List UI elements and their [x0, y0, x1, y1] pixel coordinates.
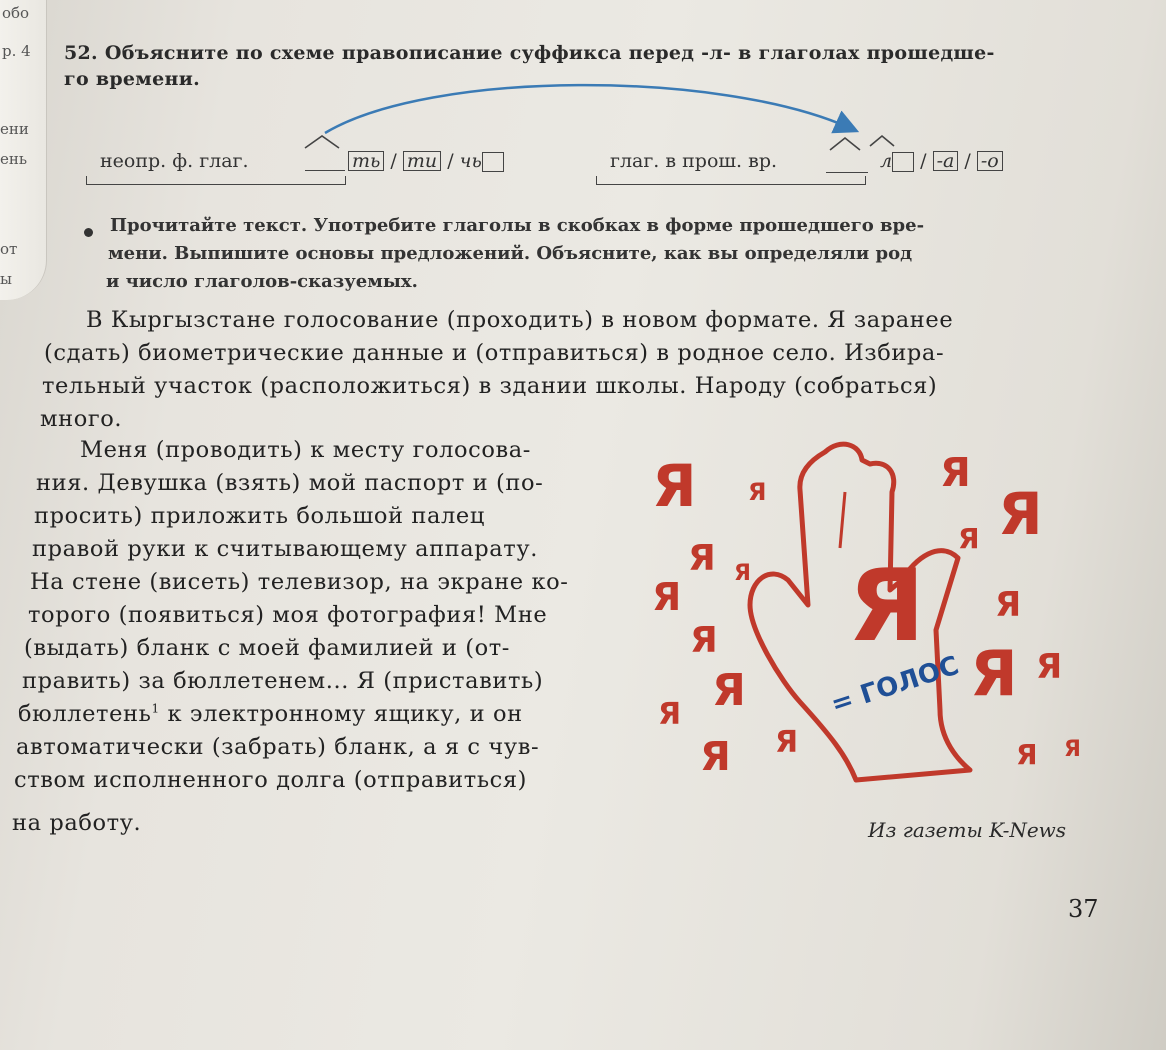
prev-page-fragment: ень	[0, 150, 28, 168]
paragraph2-line-6: торого (появиться) моя фотография! Мне	[28, 602, 548, 628]
paragraph2-line-8: править) за бюллетенем... Я (приставить)	[22, 668, 544, 694]
paragraph1-line-3: тельный участок (расположиться) в здании школы. Народу (собраться)	[42, 373, 938, 399]
scheme-left-suffixes	[348, 150, 504, 172]
letter-ya: Я	[734, 561, 751, 586]
letter-ya: Я	[748, 478, 767, 506]
slogan-text: = ГОЛОС	[827, 650, 963, 721]
scheme-left-bracket	[86, 176, 346, 185]
scheme-right-label: глаг. в прош. вр.	[610, 150, 778, 172]
prev-page-fragment: обо	[2, 4, 30, 22]
letter-ya: Я	[998, 480, 1043, 548]
instruction-line-2: мени. Выпишите основы предложений. Объясните, как вы определяли род	[108, 243, 913, 264]
ending-box-o: -о	[977, 151, 1003, 171]
letter-ya: Я	[940, 450, 971, 496]
suffix-l: л	[880, 150, 893, 172]
suffix-box-t: ть	[348, 151, 384, 171]
suffix-blank-line	[826, 172, 868, 173]
prev-page-fragment: ы	[0, 270, 12, 288]
footnote-mark: 1	[151, 701, 160, 716]
paragraph2-line-4: правой руки к считывающему аппарату.	[32, 536, 538, 562]
paragraph1-line-2: (сдать) биометрические данные и (отправиться) в родное село. Избира-	[44, 340, 945, 366]
suffix-ch: чь	[459, 150, 482, 172]
source-caption: Из газеты K-News	[868, 818, 1067, 842]
letter-ya: Я	[658, 697, 682, 732]
big-letter-ya: Я	[848, 547, 926, 664]
paragraph2-line-2: ния. Девушка (взять) мой паспорт и (по-	[36, 470, 544, 496]
suffix-blank-line	[305, 170, 345, 171]
paragraph2-line-11: ством исполненного долга (отправиться)	[14, 767, 528, 793]
empty-ending-box	[482, 152, 504, 172]
prev-page-fragment: ени	[0, 120, 29, 138]
letter-ya: Я	[652, 452, 697, 520]
prev-page-fragment: р. 4	[2, 42, 31, 60]
paragraph2-line-9	[18, 701, 523, 727]
letter-ya: Я	[1064, 737, 1081, 762]
ending-box-a: -а	[933, 151, 959, 171]
scheme-left-label: неопр. ф. глаг.	[100, 150, 249, 172]
separator: /	[964, 150, 971, 172]
bullet-icon	[84, 228, 93, 237]
letter-ya: Я	[700, 734, 731, 780]
empty-ending-box	[892, 152, 914, 172]
suffix-box-ti: ти	[403, 151, 441, 171]
paragraph2-line-1: Меня (проводить) к месту голосова-	[80, 437, 531, 463]
paragraph2-line-7: (выдать) бланк с моей фамилией и (от-	[24, 635, 510, 661]
separator: /	[390, 150, 397, 172]
letter-ya: Я	[958, 522, 980, 555]
letter-ya: Я	[712, 665, 746, 716]
scheme-right-bracket	[596, 176, 866, 185]
letter-ya: Я	[1016, 738, 1038, 771]
letter-ya: Я	[688, 538, 716, 579]
instruction-line-3: и число глаголов-сказуемых.	[106, 271, 418, 292]
word-ballot: бюллетень	[18, 701, 152, 727]
paragraph2-line-5: На стене (висеть) телевизор, на экране ко-	[30, 569, 569, 595]
paragraph1-line-4: много.	[40, 406, 123, 432]
task-line-2: го времени.	[64, 68, 201, 90]
voting-hand-illustration	[640, 430, 1090, 800]
letter-ya: Я	[1036, 647, 1063, 687]
scheme-right-suffixes	[880, 150, 1003, 172]
prev-page-fragment: от	[0, 240, 18, 258]
letter-ya: Я	[970, 637, 1018, 710]
page-number: 37	[1068, 895, 1099, 923]
instruction-line-1: Прочитайте текст. Употребите глаголы в скобках в форме прошедшего вре-	[110, 215, 925, 236]
line9-rest: к электронному ящику, и он	[159, 701, 523, 727]
paragraph1-line-1: В Кыргызстане голосование (проходить) в новом формате. Я заранее	[86, 307, 954, 333]
paragraph2-line-12: на работу.	[12, 810, 142, 836]
separator: /	[920, 150, 927, 172]
paragraph2-line-3: просить) приложить большой палец	[34, 503, 485, 529]
letter-ya: Я	[690, 620, 718, 661]
separator: /	[447, 150, 454, 172]
letter-ya: Я	[995, 585, 1022, 625]
task-number: 52.	[64, 42, 98, 64]
letter-ya: Я	[652, 575, 682, 619]
paragraph2-line-10: автоматически (забрать) бланк, а я с чув-	[16, 734, 540, 760]
task-text: Объясните по схеме правописание суффикса перед -л- в глаголах прошедше-	[104, 42, 995, 64]
letter-ya: Я	[775, 725, 799, 760]
